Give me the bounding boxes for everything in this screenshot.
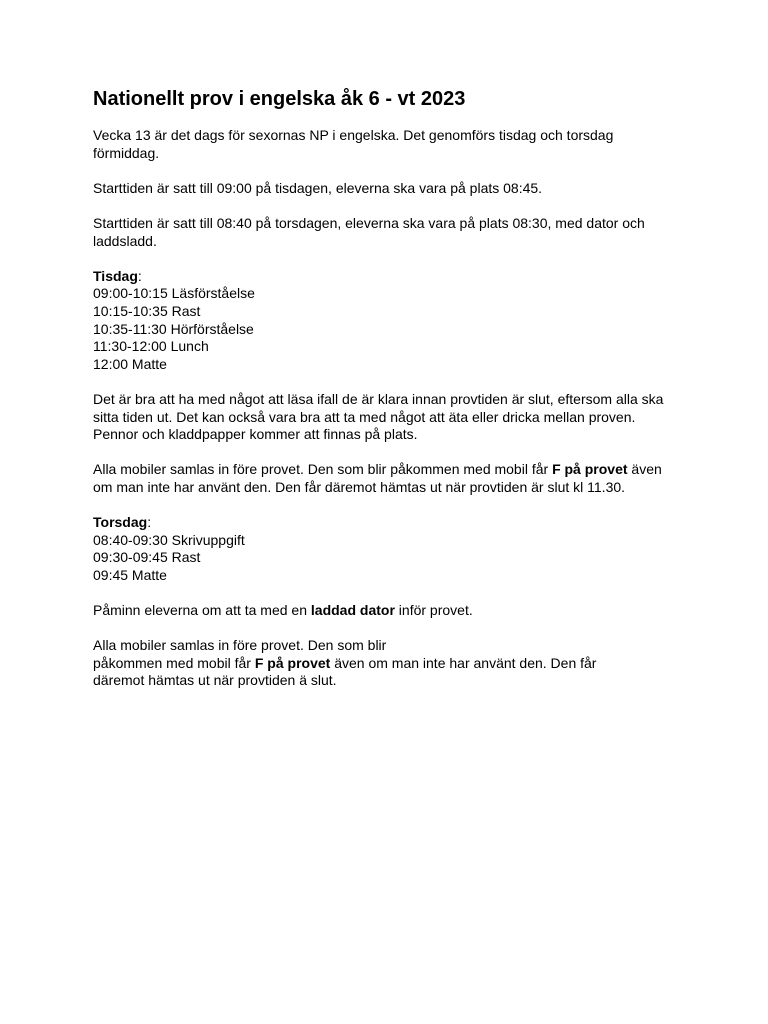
mobiles-paragraph-2 — [93, 637, 693, 690]
start-thursday-line-2: laddsladd. — [93, 232, 157, 249]
thursday-schedule-item: 09:30-09:45 Rast — [93, 549, 201, 566]
thursday-heading-colon: : — [147, 514, 152, 531]
advice-line-1: Det är bra att ha med något att läsa ifall de är klara innan provtiden är slut, eftersom alla ska — [93, 390, 664, 407]
tuesday-heading-colon: : — [137, 267, 142, 284]
mobiles-1-bold: F på provet — [552, 461, 628, 478]
advice-line-2: sitta tiden ut. Det kan också vara bra att ta med något att äta eller dricka mellan proven. — [93, 408, 636, 425]
reminder-paragraph — [93, 602, 693, 620]
thursday-schedule-item: 08:40-09:30 Skrivuppgift — [93, 531, 245, 548]
tuesday-schedule — [93, 268, 693, 374]
mobiles-2-line-3: däremot hämtas ut när provtiden ä slut. — [93, 672, 337, 689]
mobiles-2-line-1: Alla mobiler samlas in före provet. Den som blir — [93, 637, 387, 654]
advice-line-3: Pennor och kladdpapper kommer att finnas på plats. — [93, 426, 418, 443]
intro-line-2: förmiddag. — [93, 144, 160, 161]
advice-paragraph — [93, 391, 693, 444]
start-tuesday-paragraph: Starttiden är satt till 09:00 på tisdagen, eleverna ska vara på plats 08:45. — [93, 179, 543, 196]
thursday-schedule — [93, 514, 693, 584]
tuesday-schedule-item: 10:35-11:30 Hörförståelse — [93, 320, 254, 337]
tuesday-schedule-item: 09:00-10:15 Läsförståelse — [93, 285, 255, 302]
tuesday-schedule-item: 11:30-12:00 Lunch — [93, 338, 209, 355]
mobiles-2-line-2-end: även om man inte har använt den. Den får — [330, 654, 597, 671]
intro-paragraph — [93, 127, 693, 162]
mobiles-2-bold: F på provet — [254, 654, 331, 671]
mobiles-1-text-end: även — [627, 461, 662, 478]
start-thursday-line-1: Starttiden är satt till 08:40 på torsdagen, eleverna ska vara på plats 08:30, med dator och — [93, 214, 645, 231]
document-title: Nationellt prov i engelska åk 6 - vt 2023 — [93, 88, 466, 110]
thursday-schedule-item: 09:45 Matte — [93, 566, 167, 583]
start-thursday-paragraph — [93, 215, 693, 250]
reminder-text: Påminn eleverna om att ta med en — [93, 602, 311, 619]
mobiles-1-text: Alla mobiler samlas in före provet. Den som blir påkommen med mobil får — [93, 461, 553, 478]
tuesday-heading: Tisdag — [93, 267, 138, 284]
tuesday-schedule-item: 12:00 Matte — [93, 355, 167, 372]
intro-line-1: Vecka 13 är det dags för sexornas NP i engelska. Det genomförs tisdag och torsdag — [93, 127, 614, 143]
reminder-bold: laddad dator — [310, 602, 395, 619]
tuesday-schedule-item: 10:15-10:35 Rast — [93, 302, 201, 319]
mobiles-2-line-2-text: påkommen med mobil får — [93, 654, 255, 671]
reminder-text-end: inför provet. — [394, 602, 473, 619]
thursday-heading: Torsdag — [93, 514, 148, 531]
document-page — [93, 86, 693, 690]
mobiles-paragraph-1 — [93, 461, 693, 496]
mobiles-1-line-2: om man inte har använt den. Den får däremot hämtas ut när provtiden är slut kl 11.30. — [93, 478, 626, 495]
